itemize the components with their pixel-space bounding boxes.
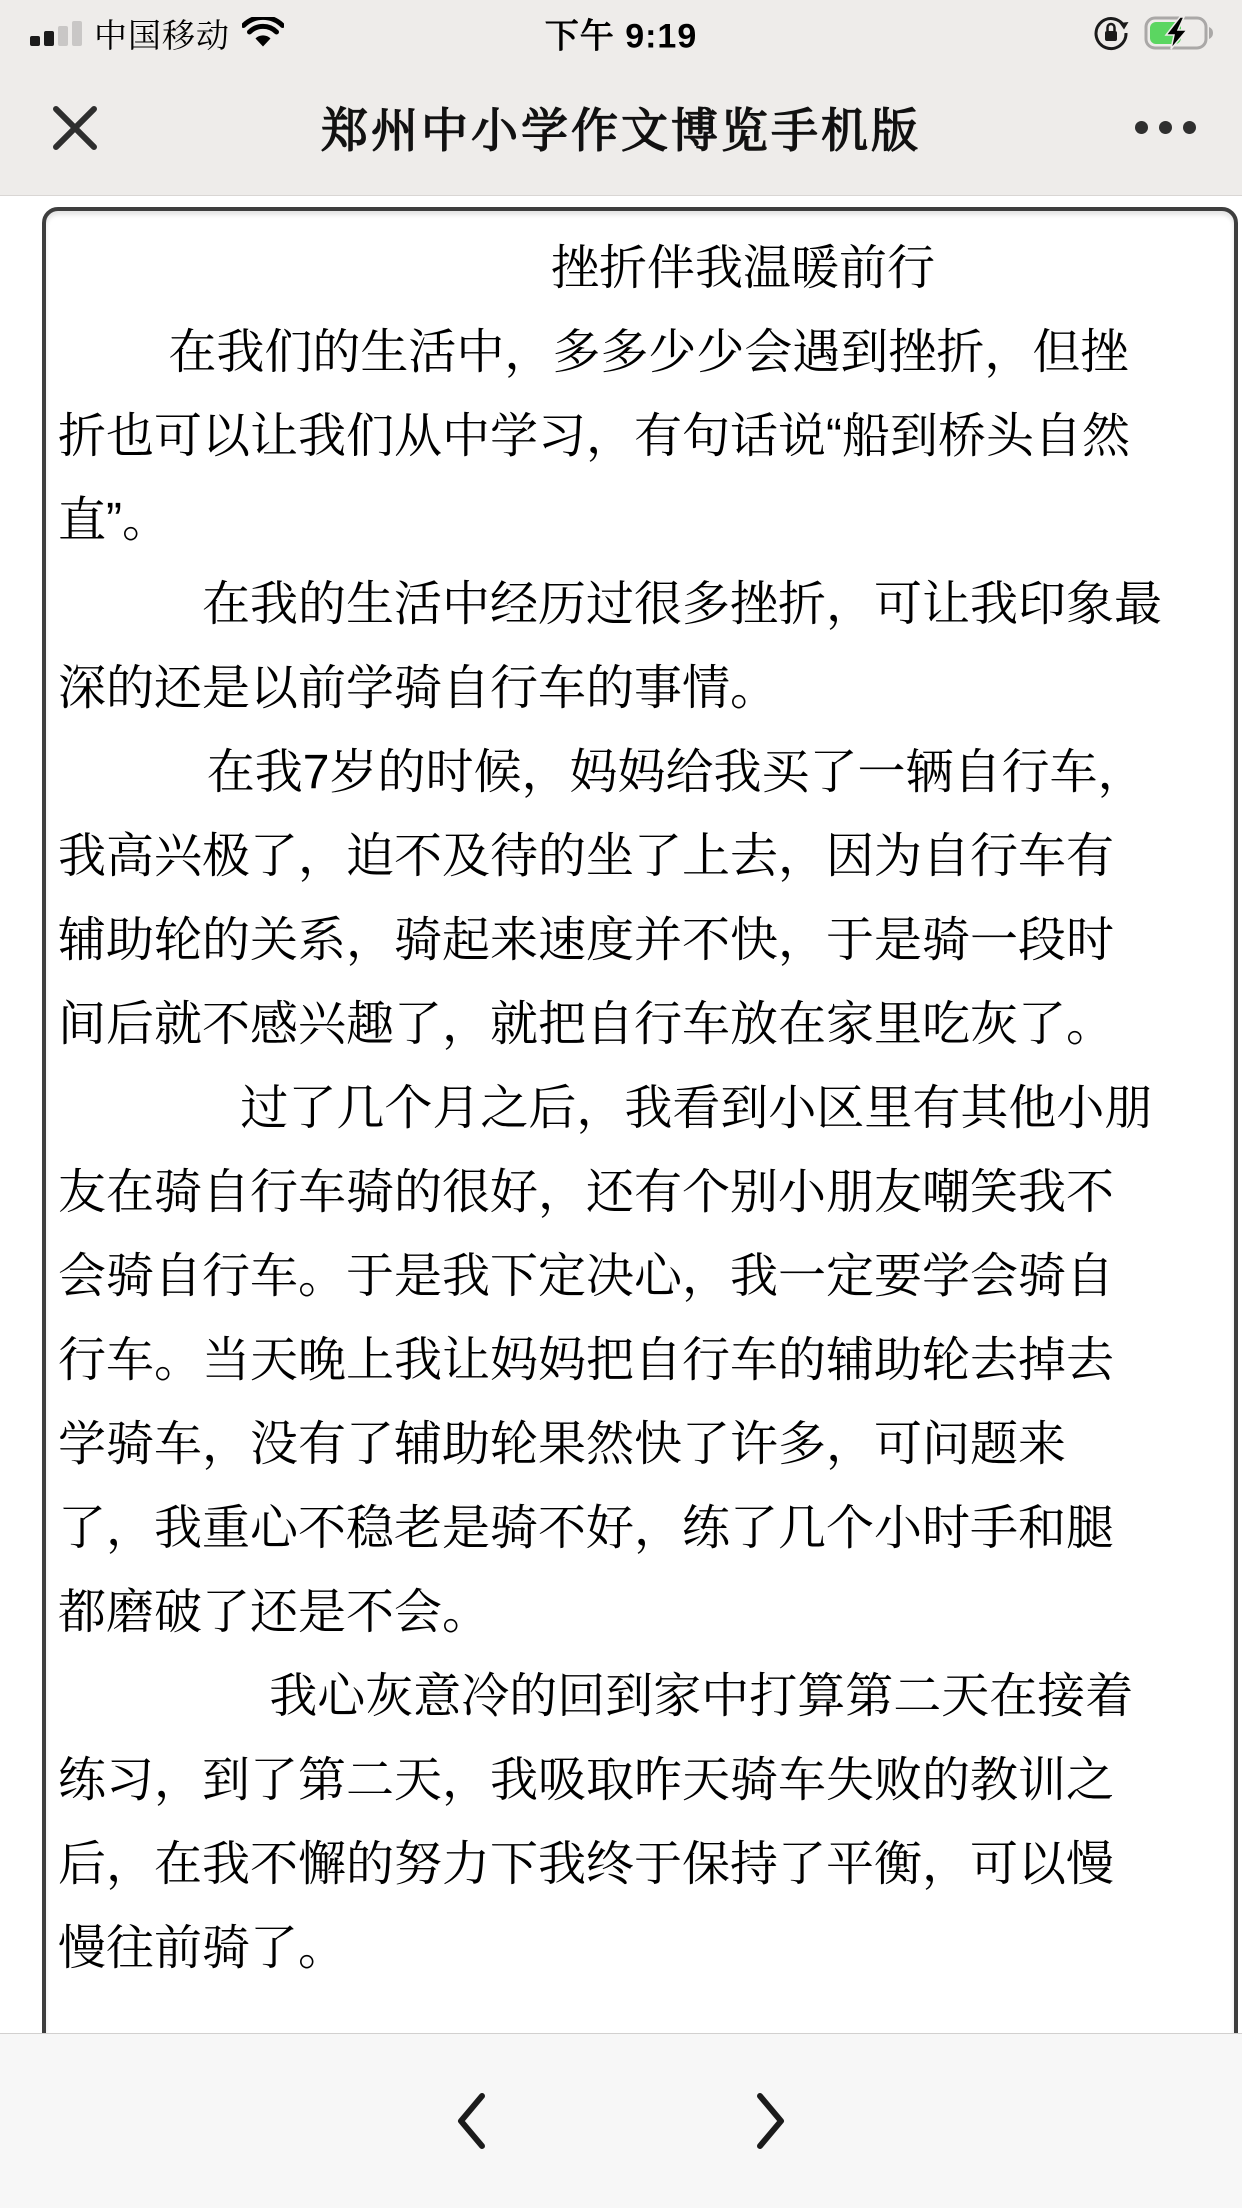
essay-paragraph [58,731,1222,1067]
essay-line: 我心灰意冷的回到家中打算第二天在接着 [269,1670,1134,1723]
essay-line: 会骑自行车。于是我下定决心，我一定要学会骑自 [58,1250,1115,1303]
essay-line: 都磨破了还是不会。 [58,1586,491,1639]
essay-line: 学骑车，没有了辅助轮果然快了许多，可问题来 [58,1418,1067,1471]
essay-line: 在我的生活中经历过很多挫折，可让我印象最 [202,578,1163,631]
status-bar [0,0,1242,60]
essay-line: 慢往前骑了。 [58,1922,347,1975]
close-icon [50,103,100,153]
close-button[interactable] [40,93,110,163]
essay-paragraph [58,311,1222,563]
carrier-label: 中国移动 [94,16,230,54]
chevron-left-icon [454,2091,488,2151]
chevron-right-icon [754,2091,788,2151]
essay-paragraph [58,1067,1222,1655]
essay-line: 深的还是以前学骑自行车的事情。 [58,662,779,715]
essay-line: 辅助轮的关系，骑起来速度并不快，于是骑一段时 [58,914,1115,967]
essay-paragraphs [58,311,1222,1991]
essay-line: 间后就不感兴趣了，就把自行车放在家里吃灰了。 [58,998,1115,1051]
essay-line: 我高兴极了，迫不及待的坐了上去，因为自行车有 [58,830,1115,883]
more-button[interactable] [1129,93,1202,163]
prev-page-button[interactable] [444,2081,498,2161]
battery-charging-icon [1144,16,1216,50]
clock-label: 下午 9:19 [544,17,698,56]
essay-line: 在我们的生活中，多多少少会遇到挫折，但挫 [168,326,1129,379]
essay-title: 挫折伴我温暖前行 [551,242,936,295]
essay-line: 直”。 [58,494,170,547]
status-bar-left [30,10,284,57]
wifi-icon [242,17,284,49]
next-page-button[interactable] [744,2081,798,2161]
essay-line: 在我7岁的时候，妈妈给我买了一辆自行车， [206,746,1146,799]
essay-line: 过了几个月之后，我看到小区里有其他小朋 [240,1082,1153,1135]
essay-line: 友在骑自行车骑的很好，还有个别小朋友嘲笑我不 [58,1166,1115,1219]
nav-bar [0,60,1242,196]
essay-paragraph [58,563,1222,731]
cellular-signal-icon [30,20,82,46]
essay-line: 行车。当天晚上我让妈妈把自行车的辅助轮去掉去 [58,1334,1115,1387]
pager-bar [0,2033,1242,2208]
web-content [0,196,1242,2033]
essay-line: 练习，到了第二天，我吸取昨天骑车失败的教训之 [58,1754,1115,1807]
more-dots-icon [1135,121,1196,134]
status-bar-right [1092,14,1216,52]
essay-line: 折也可以让我们从中学习，有句话说“船到桥头自然 [58,410,1130,463]
essay-paragraph [58,1655,1222,1991]
essay-line: 了，我重心不稳老是骑不好，练了几个小时手和腿 [58,1502,1115,1555]
page-title: 郑州中小学作文博览手机版 [321,104,921,157]
orientation-lock-icon [1092,14,1130,52]
essay-line: 后，在我不懈的努力下我终于保持了平衡，可以慢 [58,1838,1115,1891]
essay-box [42,207,1238,2033]
